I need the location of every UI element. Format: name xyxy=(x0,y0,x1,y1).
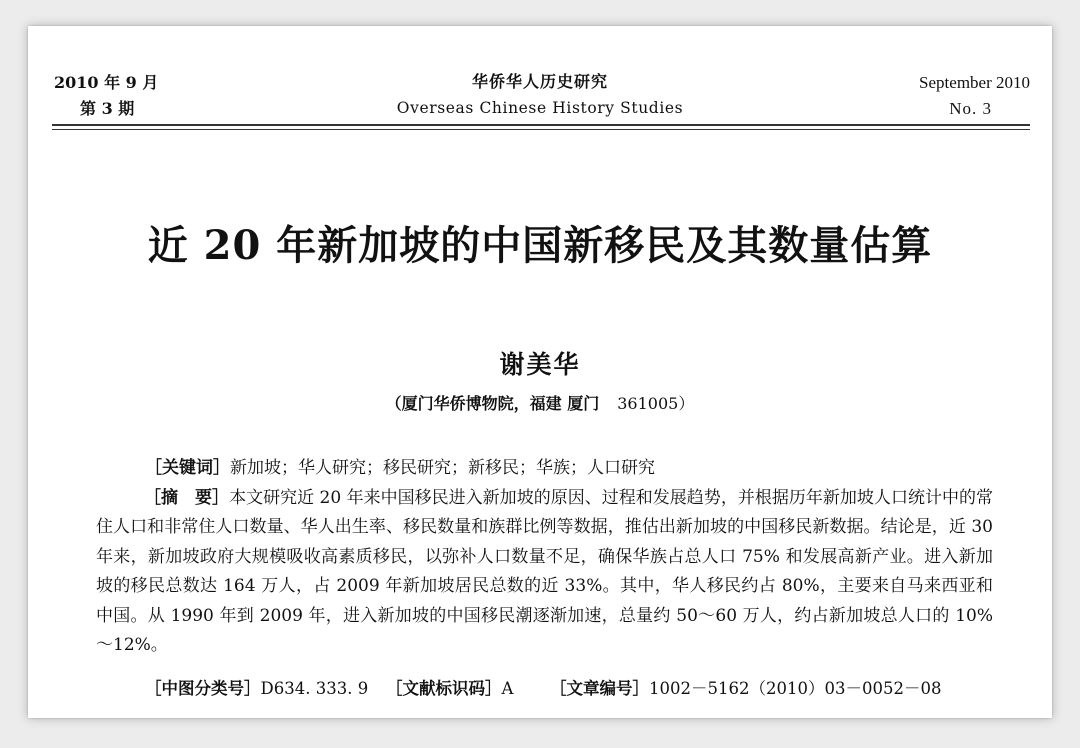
header-issue-en: No. 3 xyxy=(949,99,992,118)
header-issue-cn: 第 3 期 xyxy=(80,99,135,118)
article-title: 近 20 年新加坡的中国新移民及其数量估算 xyxy=(147,222,933,269)
article-no-label: ［文章编号］ xyxy=(550,679,649,698)
article-author: 谢美华 xyxy=(499,350,581,379)
keywords-line xyxy=(145,456,655,480)
affiliation-postcode: 361005） xyxy=(617,394,695,413)
journal-title-cn: 华侨华人历史研究 xyxy=(471,72,608,91)
abstract-paragraph xyxy=(96,484,993,660)
header-date-cn: 2010 年 9 月 xyxy=(54,73,159,92)
abstract-label: ［摘 要］ xyxy=(144,488,230,508)
article-number xyxy=(550,677,941,701)
header-rule-thin xyxy=(52,129,1030,130)
clc-value: D634. 333. 9 xyxy=(260,679,369,698)
keywords-label: ［关键词］ xyxy=(145,458,230,478)
doc-code-label: ［文献标识码］ xyxy=(386,679,502,698)
article-no-value: 1002－5162（2010）03－0052－08 xyxy=(649,679,942,698)
doc-code-value: A xyxy=(501,679,514,698)
header-date-en: September 2010 xyxy=(919,73,1030,92)
document-code xyxy=(386,677,513,701)
paper-page xyxy=(28,26,1052,718)
journal-title-en: Overseas Chinese History Studies xyxy=(396,99,684,117)
abstract-text: 本文研究近 20 年来中国移民进入新加坡的原因、过程和发展趋势，并根据历年新加坡人口统计中的常住人口和非常住人口数量、华人出生率、移民数量和族群比例等数据，推估出新加坡的中国移民新数据。结论是，近 30 年来，新加坡政府大规模吸收高素质移民，以弥补人口数量不足，确保华族占总人口 75% 和发展高新产业。进入新加坡的移民总数达 164 万人，占 2009 年新加坡居民总数的近 33%。其中，华人移民约占 80%，主要来自马来西亚和中国。从 1990 年到 2009 年，进入新加坡的中国移民潮逐渐加速，总量约 50～60 万人，约占新加坡总人口的 10%～12%。 xyxy=(96,488,994,656)
clc-number xyxy=(145,677,368,701)
header-rule-thick xyxy=(52,124,1030,126)
clc-label: ［中图分类号］ xyxy=(145,679,261,698)
affiliation-text: （厦门华侨博物院，福建 厦门 xyxy=(385,394,600,413)
author-affiliation xyxy=(28,393,1052,415)
keywords-text: 新加坡；华人研究；移民研究；新移民；华族；人口研究 xyxy=(230,458,655,478)
